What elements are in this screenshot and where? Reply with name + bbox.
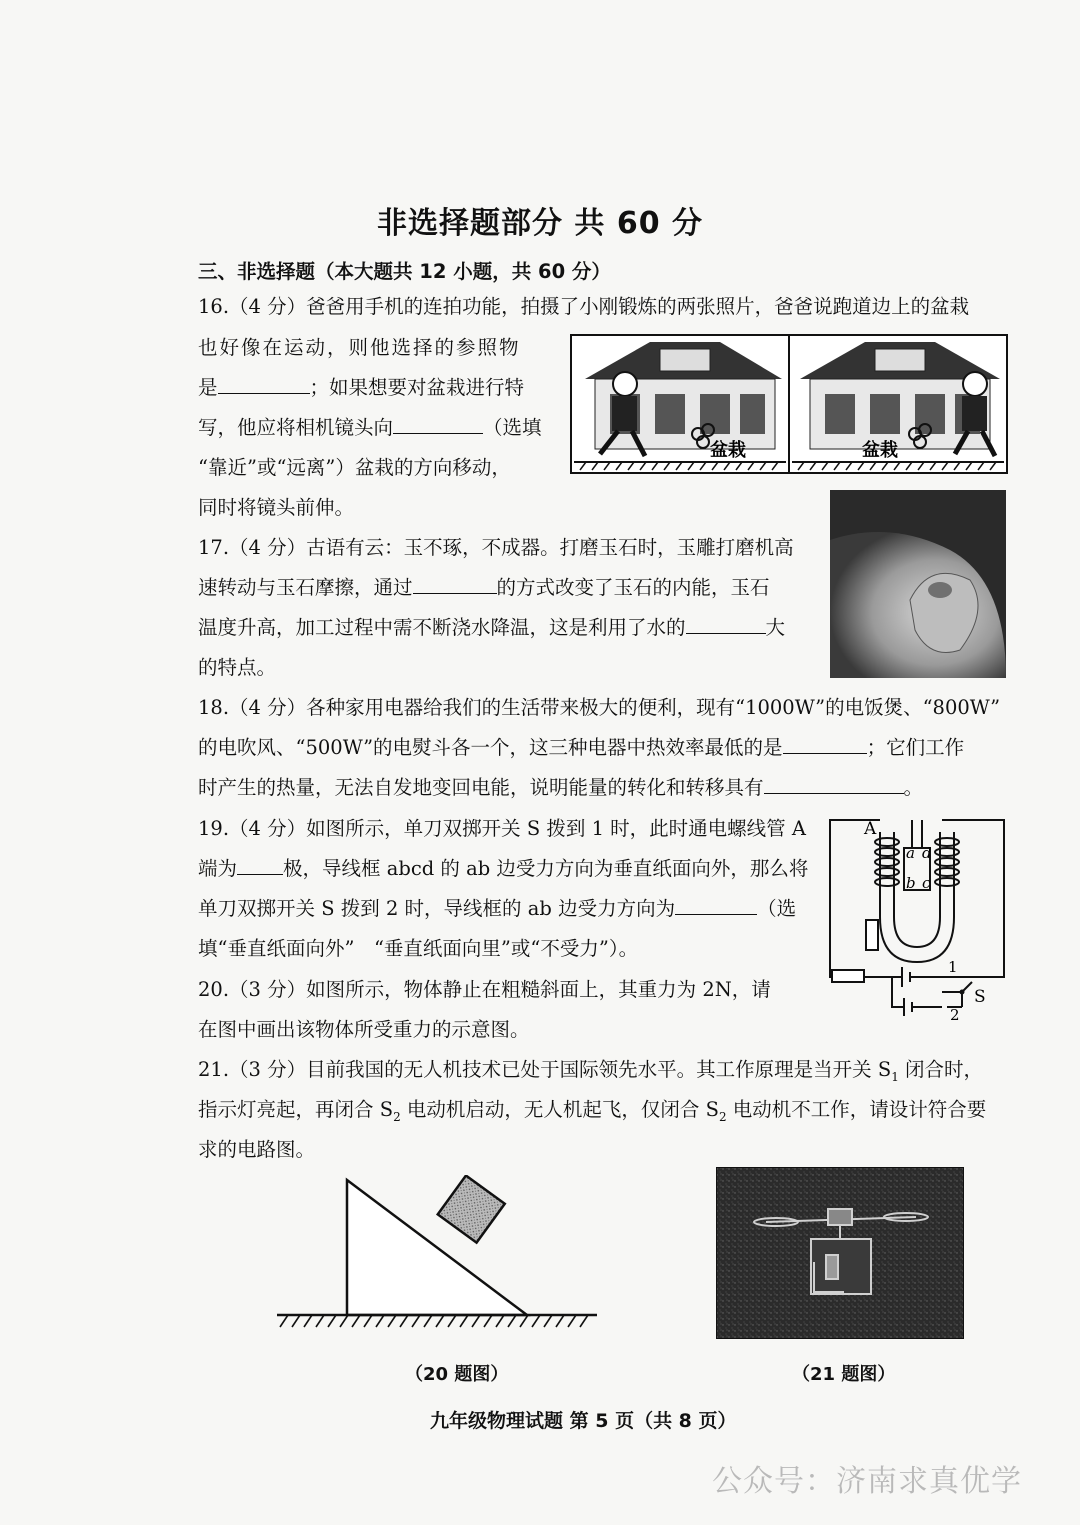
- q16-text: （选填: [483, 416, 542, 439]
- runner-head: [613, 372, 637, 396]
- q17-jade-photo: [830, 490, 1006, 678]
- q19-text: 单刀双掷开关 S 拨到 2 时，导线框的 ab 边受力方向为: [198, 897, 676, 920]
- q17-text: 的方式改变了玉石的内能，玉石: [496, 576, 770, 599]
- q21-line2: [198, 1097, 986, 1130]
- page-footer: 九年级物理试题 第 5 页（共 8 页）: [430, 1410, 737, 1432]
- runner-body: [612, 396, 637, 431]
- answer-blank: [237, 856, 283, 875]
- q16-photos: [570, 334, 1008, 474]
- q21-text: 21.（3 分）目前我国的无人机技术已处于国际领先水平。其工作原理是当开关 S: [198, 1058, 892, 1081]
- watermark: 公众号：济南求真优学: [712, 1464, 1022, 1499]
- q18-line3: [198, 775, 923, 801]
- q18-text: 。: [903, 776, 924, 799]
- q16-photo-figure: [570, 334, 1008, 474]
- q17-text: 温度升高，加工过程中需不断浇水降温，这是利用了水的: [198, 616, 686, 639]
- q18-text: 时产生的热量，无法自发地变回电能，说明能量的转化和转移具有: [198, 776, 764, 799]
- label-a: a: [906, 844, 915, 862]
- answer-blank: [783, 735, 867, 754]
- label-A: A: [864, 819, 877, 839]
- label-d: d: [922, 844, 932, 862]
- q19-text: 端为: [198, 857, 238, 880]
- q16-line1: 16.（4 分）爸爸用手机的连拍功能，拍摄了小刚锻炼的两张照片，爸爸说跑道边上的盆栽: [198, 295, 970, 318]
- answer-blank: [413, 575, 497, 594]
- answer-blank: [764, 775, 904, 794]
- q17-text: 大: [765, 616, 786, 639]
- q21-subscript: 2: [393, 1109, 401, 1124]
- q16-text: ；如果想要对盆栽进行特: [309, 376, 525, 399]
- q16-line5: “靠近”或“远离”）盆栽的方向移动，: [198, 456, 511, 479]
- q20-line2: 在图中画出该物体所受重力的示意图。: [198, 1018, 530, 1041]
- q18-text: ；它们工作: [866, 736, 965, 759]
- fig20-incline: [272, 1175, 602, 1330]
- q17-line2: [198, 575, 770, 601]
- q21-subscript: 1: [891, 1069, 899, 1084]
- q17-text: 速转动与玉石摩擦，通过: [198, 576, 413, 599]
- q16-line4: [198, 415, 542, 441]
- fig21-caption: （21 题图）: [792, 1364, 896, 1385]
- q19-line2: [198, 856, 808, 882]
- fig21-drone-photo: [716, 1167, 964, 1339]
- q21-subscript: 2: [718, 1109, 727, 1124]
- q16-line6: 同时将镜头前伸。: [198, 496, 355, 519]
- section-title: 非选择题部分 共 60 分: [376, 206, 704, 241]
- q20-line1: 20.（3 分）如图所示，物体静止在粗糙斜面上，其重力为 2N，请: [198, 978, 771, 1001]
- q16-text: 是: [198, 376, 218, 399]
- q21-text: 电动机不工作，请设计符合要: [726, 1098, 987, 1121]
- q19-text: （选: [757, 897, 797, 920]
- q19-line4: 填“垂直纸面向外” “垂直纸面向里”或“不受力”）。: [198, 937, 639, 960]
- answer-blank: [686, 615, 766, 634]
- q18-line2: [198, 735, 964, 761]
- answer-blank: [393, 415, 483, 434]
- part-heading: 三、非选择题（本大题共 12 小题，共 60 分）: [198, 260, 611, 283]
- q19-line1: 19.（4 分）如图所示，单刀双掷开关 S 拨到 1 时，此时通电螺线管 A: [198, 817, 806, 840]
- q21-line3: 求的电路图。: [198, 1138, 316, 1161]
- label-1: 1: [948, 958, 958, 976]
- q21-text: 指示灯亮起，再闭合 S: [198, 1098, 394, 1121]
- q19-circuit-figure: [822, 812, 1012, 1024]
- q16-line2: 也好像在运动，则他选择的参照物: [198, 336, 521, 359]
- plant-label-right: 盆栽: [862, 440, 898, 461]
- q18-line1: 18.（4 分）各种家用电器给我们的生活带来极大的便利，现有“1000W”的电饭煲、“800W”: [198, 696, 1001, 719]
- q18-text: 的电吹风、“500W”的电熨斗各一个，这三种电器中热效率最低的是: [198, 736, 783, 759]
- label-2: 2: [950, 1006, 960, 1024]
- answer-blank: [218, 375, 310, 394]
- q21-text: 闭合时，: [898, 1058, 984, 1081]
- q16-line3: [198, 375, 524, 401]
- q19-line3: [198, 896, 796, 922]
- q16-text: 写，他应将相机镜头向: [198, 416, 394, 439]
- block: [438, 1176, 505, 1243]
- label-S: S: [974, 987, 986, 1007]
- plant-label-left: 盆栽: [710, 440, 746, 461]
- label-b: b: [906, 874, 916, 892]
- q21-text: 电动机启动，无人机起飞，仅闭合 S: [400, 1098, 719, 1121]
- q17-line4: 的特点。: [198, 656, 277, 679]
- label-c: c: [922, 874, 931, 892]
- q19-text: 极，导线框 abcd 的 ab 边受力方向为垂直纸面向外，那么将: [283, 857, 809, 880]
- q17-line1: 17.（4 分）古语有云：玉不琢，不成器。打磨玉石时，玉雕打磨机高: [198, 536, 794, 559]
- q17-line3: [198, 615, 785, 641]
- answer-blank: [675, 896, 757, 915]
- fig20-caption: （20 题图）: [405, 1364, 509, 1385]
- q21-line1: [198, 1057, 983, 1090]
